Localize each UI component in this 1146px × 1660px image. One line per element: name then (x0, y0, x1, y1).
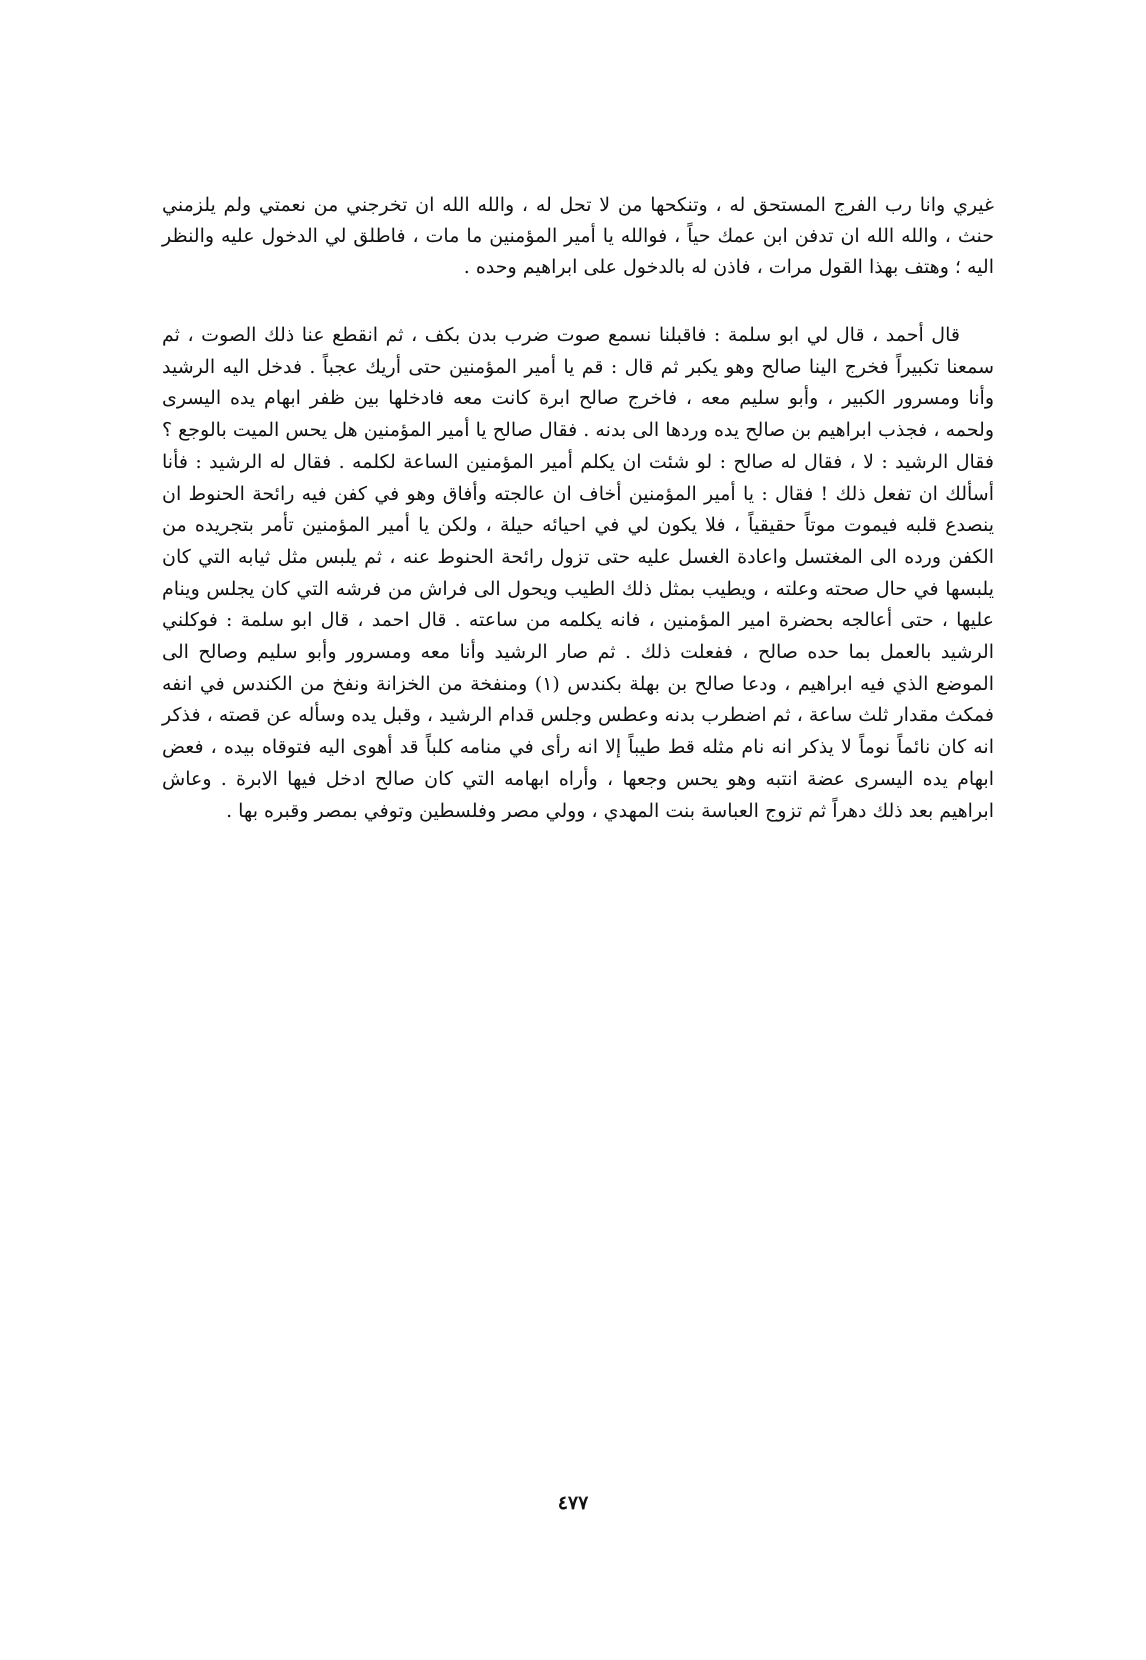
paragraph-1-text: غيري وانا رب الفرج المستحق له ، وتنكحها من لا تحل له ، والله الله ان تخرجني من نعمتي ولم يلزمني حنث ، والله الله ان تدفن ابن عمك حياً ، فوالله يا أمير المؤمنين ما مات ، فاطلق لي الدخول عليه والنظر اليه ؛ وهتف بهذا القول مرات ، فاذن له بالدخول على ابراهيم وحده . (162, 194, 994, 278)
paragraph-1 (162, 190, 994, 283)
paragraph-2 (162, 320, 994, 827)
paragraph-2-text: قال أحمد ، قال لي ابو سلمة : فاقبلنا نسمع صوت ضرب بدن بكف ، ثم انقطع عنا ذلك الصوت ، ثم سمعنا تكبيراً فخرج الينا صالح وهو يكبر ثم قال : قم يا أمير المؤمنين حتى أريك عجباً . فدخل اليه الرشيد وأنا ومسرور الكبير ، وأبو سليم معه ، فاخرج صالح ابرة كانت معه فادخلها بين ظفر ابهام يده اليسرى ولحمه ، فجذب ابراهيم بن صالح يده وردها الى بدنه . فقال صالح يا أمير المؤمنين هل يحس الميت بالوجع ؟ فقال الرشيد : لا ، فقال له صالح : لو شئت ان يكلم أمير المؤمنين الساعة لكلمه . فقال له الرشيد : فأنا أسألك ان تفعل ذلك ! فقال : يا أمير المؤمنين أخاف ان عالجته وأفاق وهو في كفن فيه رائحة الحنوط ان ينصدع قلبه فيموت موتاً حقيقياً ، فلا يكون لي في احيائه حيلة ، ولكن يا أمير المؤمنين تأمر بتجريده من الكفن ورده الى المغتسل واعادة الغسل عليه حتى تزول رائحة الحنوط عنه ، ثم يلبس مثل ثيابه التي كان يلبسها في حال صحته وعلته ، ويطيب بمثل ذلك الطيب ويحول الى فراش من فرشه التي كان يجلس وينام عليها ، حتى أعالجه بحضرة امير المؤمنين ، فانه يكلمه من ساعته . قال احمد ، قال ابو سلمة : فوكلني الرشيد بالعمل بما حده صالح ، ففعلت ذلك . ثم صار الرشيد وأنا معه ومسرور وأبو سليم وصالح الى الموضع الذي فيه ابراهيم ، ودعا صالح بن بهلة بكندس (١) ومنفخة من الخزانة ونفخ من الكندس في انفه فمكث مقدار ثلث ساعة ، ثم اضطرب بدنه وعطس وجلس قدام الرشيد ، وقبل يده وسأله عن قصته ، فذكر انه كان نائماً نوماً لا يذكر انه نام مثله قط طيباً إلا انه رأى في منامه كلباً قد أهوى اليه فتوقاه بيده ، فعض ابهام يده اليسرى عضة انتبه وهو يحس وجعها ، وأراه ابهامه التي كان صالح ادخل فيها الابرة . وعاش ابراهيم بعد ذلك دهراً ثم تزوج العباسة بنت المهدي ، وولي مصر وفلسطين وتوفي بمصر وقبره بها . (162, 324, 995, 822)
page-number: ٤٧٧ (557, 1492, 589, 1514)
